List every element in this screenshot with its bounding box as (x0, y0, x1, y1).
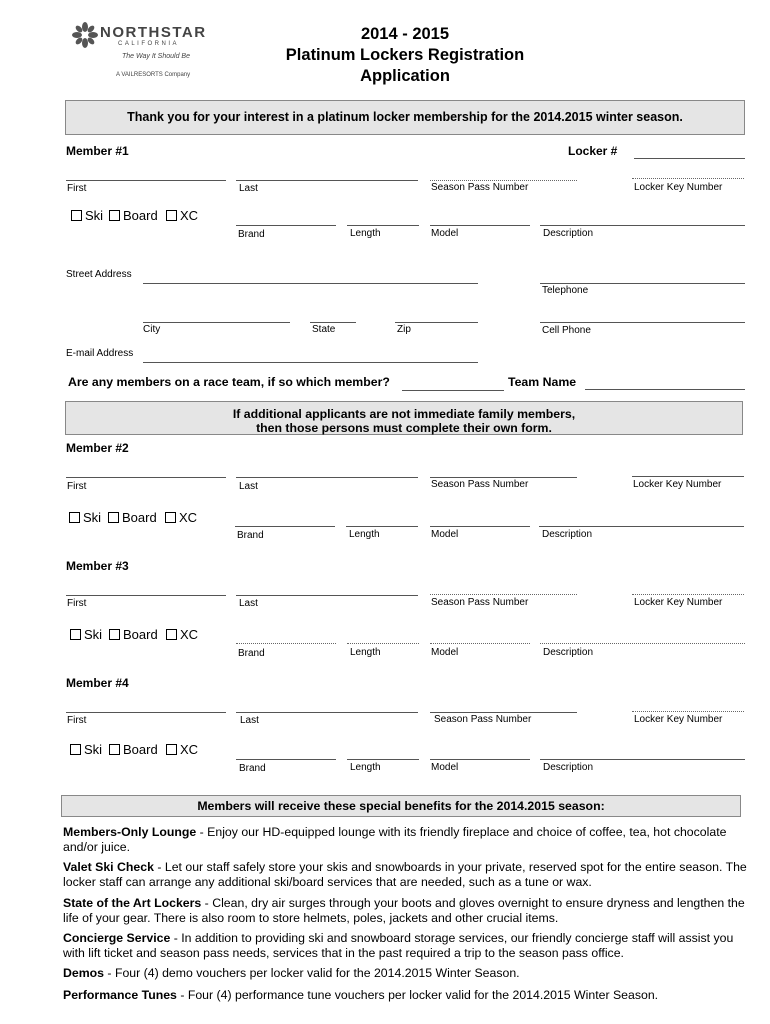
m1-first-label: First (67, 183, 87, 194)
logo-company: A VAILRESORTS Company (116, 72, 191, 78)
m2-last-field[interactable] (236, 477, 418, 478)
checkbox-square-icon (166, 744, 177, 755)
checkbox-square-icon (71, 210, 82, 221)
m2-last-label: Last (239, 481, 258, 492)
m4-xc-checkbox[interactable] (166, 742, 198, 757)
m4-last-field[interactable] (236, 712, 418, 713)
m4-xc-label: XC (180, 742, 199, 757)
race-team-question: Are any members on a race team, if so which member? (68, 375, 390, 389)
member1-heading: Member #1 (66, 144, 129, 158)
m3-description-label: Description (543, 647, 594, 658)
northstar-logo (72, 20, 212, 82)
m4-locker-key-field[interactable] (632, 711, 744, 712)
team-name-field[interactable] (585, 389, 745, 390)
m1-xc-label: XC (180, 208, 199, 223)
benefits-banner (61, 795, 741, 817)
benefit-title: Demos (63, 966, 105, 980)
member4-heading: Member #4 (66, 676, 129, 690)
checkbox-square-icon (69, 512, 80, 523)
m1-brand-label: Brand (238, 229, 265, 240)
m3-model-label: Model (431, 647, 459, 658)
m3-xc-checkbox[interactable] (166, 627, 198, 642)
city-field[interactable] (143, 322, 290, 323)
m1-season-pass-label: Season Pass Number (431, 182, 529, 193)
benefit-text: - Clean, dry air surges through your boots and gloves overnight to ensure dryness and lengthen the life of your gear. There is also room to store helmets, poles, jackets and other crucial items. (63, 896, 745, 925)
checkbox-square-icon (108, 512, 119, 523)
m2-length-field[interactable] (346, 526, 418, 527)
m3-brand-label: Brand (238, 648, 265, 659)
cell-phone-field[interactable] (540, 322, 745, 323)
logo-tagline: The Way It Should Be (122, 53, 190, 60)
m3-xc-label: XC (180, 627, 199, 642)
zip-label: Zip (397, 324, 411, 335)
logo-sub: CALIFORNIA (118, 41, 180, 47)
m3-brand-field[interactable] (236, 643, 336, 644)
intro-text: Thank you for your interest in a platinum locker membership for the 2014.2015 winter season. (127, 110, 683, 124)
benefit-text: - Four (4) performance tune vouchers per locker valid for the 2014.2015 Winter Season. (176, 988, 659, 1002)
benefit-text: - Let our staff safely store your skis and snowboards in your private, reserved spot for the entire season. The locker staff can arrange any additional ski/board services that are needed, such as a tune or wax. (63, 860, 747, 889)
m2-first-label: First (67, 481, 87, 492)
notice-line-1: If additional applicants are not immediate family members, (232, 407, 576, 421)
telephone-field[interactable] (540, 283, 745, 284)
m3-board-label: Board (123, 627, 158, 642)
m3-locker-key-label: Locker Key Number (634, 597, 723, 608)
m1-ski-checkbox[interactable] (71, 208, 103, 223)
m1-last-field[interactable] (236, 180, 418, 181)
m3-first-field[interactable] (66, 595, 226, 596)
benefit-title: Valet Ski Check (63, 860, 154, 874)
m1-last-label: Last (239, 183, 258, 194)
m4-ski-label: Ski (84, 742, 103, 757)
locker-number-label: Locker # (568, 144, 618, 158)
checkbox-square-icon (166, 210, 177, 221)
m3-first-label: First (67, 598, 87, 609)
benefit-text: - Enjoy our HD-equipped lounge with its friendly fireplace and choice of coffee, tea, hot chocolate and/or juice. (63, 825, 727, 854)
m3-season-pass-field[interactable] (430, 594, 577, 595)
m1-board-checkbox[interactable] (109, 208, 158, 223)
m2-ski-checkbox[interactable] (69, 510, 101, 525)
m4-model-field[interactable] (430, 759, 530, 760)
m2-model-label: Model (431, 529, 459, 540)
m2-brand-field[interactable] (235, 526, 335, 527)
street-address-field[interactable] (143, 283, 478, 284)
m2-season-pass-label: Season Pass Number (431, 479, 529, 490)
m3-locker-key-field[interactable] (632, 594, 744, 595)
m3-model-field[interactable] (430, 643, 530, 644)
benefit-lounge (63, 825, 753, 855)
m3-last-label: Last (239, 598, 258, 609)
m1-board-label: Board (123, 208, 158, 223)
m4-season-pass-field[interactable] (430, 712, 577, 713)
m1-locker-key-label: Locker Key Number (634, 182, 723, 193)
m4-length-field[interactable] (347, 759, 419, 760)
m2-ski-label: Ski (83, 510, 102, 525)
m2-xc-checkbox[interactable] (165, 510, 197, 525)
benefit-title: Members-Only Lounge (63, 825, 197, 839)
m4-brand-field[interactable] (236, 759, 336, 760)
m4-ski-checkbox[interactable] (70, 742, 102, 757)
m3-description-field[interactable] (540, 643, 745, 644)
email-field[interactable] (143, 362, 478, 363)
benefit-concierge (63, 931, 753, 961)
m4-first-field[interactable] (66, 712, 226, 713)
m2-xc-label: XC (179, 510, 198, 525)
m4-board-checkbox[interactable] (109, 742, 158, 757)
state-label: State (312, 324, 336, 335)
title-line-main: Platinum Lockers Registration (285, 46, 525, 64)
m1-xc-checkbox[interactable] (166, 208, 198, 223)
zip-field[interactable] (395, 322, 478, 323)
checkbox-square-icon (70, 629, 81, 640)
team-name-label: Team Name (508, 375, 577, 389)
state-field[interactable] (310, 322, 356, 323)
benefit-text: - Four (4) demo vouchers per locker valid for the 2014.2015 Winter Season. (104, 966, 520, 980)
street-address-label: Street Address (66, 269, 132, 280)
m1-first-field[interactable] (66, 180, 226, 181)
m4-last-label: Last (240, 715, 259, 726)
benefit-title: Performance Tunes (63, 988, 177, 1002)
m1-season-pass-field[interactable] (430, 180, 577, 181)
m3-board-checkbox[interactable] (109, 627, 158, 642)
benefit-demos (63, 966, 753, 981)
m2-board-checkbox[interactable] (108, 510, 157, 525)
m3-length-label: Length (350, 647, 381, 658)
m2-locker-key-label: Locker Key Number (633, 479, 722, 490)
benefit-title: State of the Art Lockers (63, 896, 202, 910)
m2-season-pass-field[interactable] (430, 477, 577, 478)
title-line-years: 2014 - 2015 (360, 25, 450, 43)
m4-first-label: First (67, 715, 87, 726)
checkbox-square-icon (165, 512, 176, 523)
intro-banner (65, 100, 745, 135)
m1-locker-key-field[interactable] (632, 178, 744, 179)
m2-first-field[interactable] (66, 477, 226, 478)
m1-model-field[interactable] (430, 225, 530, 226)
benefit-valet (63, 860, 753, 890)
m4-description-label: Description (543, 762, 594, 773)
member2-heading: Member #2 (66, 441, 129, 455)
m2-model-field[interactable] (430, 526, 530, 527)
m2-brand-label: Brand (237, 530, 264, 541)
m1-length-label: Length (350, 228, 381, 239)
m4-season-pass-label: Season Pass Number (434, 714, 532, 725)
m2-description-field[interactable] (539, 526, 744, 527)
email-label: E-mail Address (66, 348, 134, 359)
m2-length-label: Length (349, 529, 380, 540)
star-logo-icon (72, 22, 98, 48)
m2-description-label: Description (542, 529, 593, 540)
cell-phone-label: Cell Phone (542, 325, 591, 336)
checkbox-square-icon (109, 629, 120, 640)
m4-model-label: Model (431, 762, 459, 773)
m4-length-label: Length (350, 762, 381, 773)
m3-length-field[interactable] (347, 643, 419, 644)
m1-description-field[interactable] (540, 225, 745, 226)
checkbox-square-icon (109, 210, 120, 221)
city-label: City (143, 324, 161, 335)
notice-banner (65, 401, 743, 435)
notice-line-2: then those persons must complete their own form. (256, 421, 552, 435)
locker-number-field[interactable] (634, 158, 745, 159)
m3-season-pass-label: Season Pass Number (431, 597, 529, 608)
logo-brand: NORTHSTAR (100, 24, 207, 41)
m1-description-label: Description (543, 228, 594, 239)
m4-locker-key-label: Locker Key Number (634, 714, 723, 725)
m3-ski-label: Ski (84, 627, 103, 642)
race-member-field[interactable] (402, 390, 504, 391)
checkbox-square-icon (166, 629, 177, 640)
m3-ski-checkbox[interactable] (70, 627, 102, 642)
checkbox-square-icon (109, 744, 120, 755)
m1-brand-field[interactable] (236, 225, 336, 226)
m1-model-label: Model (431, 228, 459, 239)
benefit-text: - In addition to providing ski and snowboard storage services, our friendly concierge staff will assist you with lift ticket and season pass needs, services that in the past required a trip to the season pass office. (63, 931, 734, 960)
m3-last-field[interactable] (236, 595, 418, 596)
benefits-heading: Members will receive these special benefits for the 2014.2015 season: (197, 799, 605, 813)
m1-length-field[interactable] (347, 225, 419, 226)
benefit-lockers (63, 896, 753, 926)
page-title (240, 24, 570, 87)
m4-description-field[interactable] (540, 759, 745, 760)
benefit-tunes (63, 988, 753, 1003)
telephone-label: Telephone (542, 285, 589, 296)
checkbox-square-icon (70, 744, 81, 755)
m4-board-label: Board (123, 742, 158, 757)
member3-heading: Member #3 (66, 559, 129, 573)
m2-board-label: Board (122, 510, 157, 525)
title-line-application: Application (360, 67, 450, 85)
m2-locker-key-field[interactable] (632, 476, 744, 477)
benefit-title: Concierge Service (63, 931, 171, 945)
m1-ski-label: Ski (85, 208, 104, 223)
m4-brand-label: Brand (239, 763, 266, 774)
